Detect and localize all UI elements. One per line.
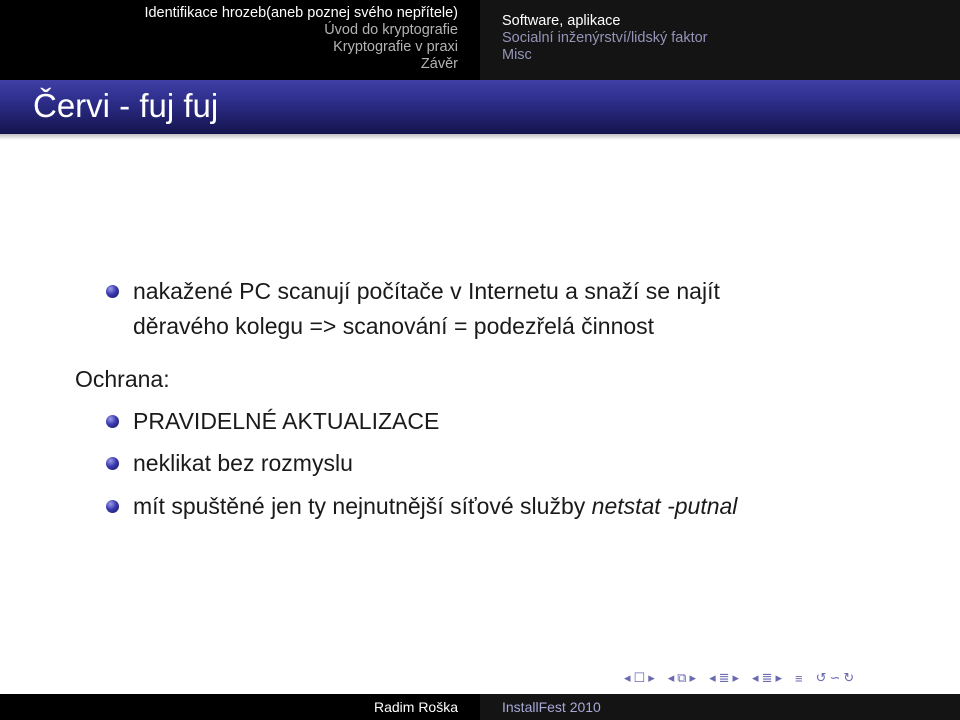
prev-slide-icon[interactable]: ◂ <box>667 670 675 685</box>
prev-subsection-icon[interactable]: ◂ <box>709 670 716 685</box>
bullet-icon <box>106 285 119 298</box>
ochrana-label: Ochrana: <box>75 366 170 392</box>
footer-author-box <box>0 694 480 720</box>
beamer-navigation-symbols <box>624 668 854 688</box>
next-slide-icon[interactable]: ▸ <box>689 670 697 685</box>
subsection-icon[interactable]: ≣ <box>718 670 730 685</box>
section-navigation <box>0 0 480 80</box>
title-shadow <box>0 134 960 140</box>
nav-subsection-socialni-inzenyrstvi[interactable]: Socialní inženýrství/lidský faktor <box>502 30 708 46</box>
search-icon[interactable]: ∽ <box>829 670 841 685</box>
section-icon[interactable]: ≣ <box>761 670 773 685</box>
nav-subsection-misc[interactable]: Misc <box>502 47 532 63</box>
frame-title: Červi - fuj fuj <box>33 87 219 124</box>
bullet-icon <box>106 500 119 513</box>
footer-author: Radim Roška <box>373 699 458 715</box>
next-subsection-icon[interactable]: ▸ <box>732 670 740 685</box>
footer-event-box <box>480 694 960 720</box>
header-navigation-bar <box>0 0 960 80</box>
subsection-navigation <box>480 0 960 80</box>
nav-section-kryptografie-v-praxi[interactable]: Kryptografie v praxi <box>333 39 458 55</box>
bullet-text-line-2: děravého kolegu => scanování = podezřelá činnost <box>133 313 655 339</box>
bullet-text-line-1: nakažené PC scanují počítače v Internetu a snaží se najít <box>133 278 720 304</box>
slide-icon[interactable]: ⧉ <box>677 670 687 685</box>
frame-icon[interactable]: ☐ <box>633 670 646 685</box>
nav-section-uvod-do-kryptografie[interactable]: Úvod do kryptografie <box>324 22 458 38</box>
item-neklikat: neklikat bez rozmyslu <box>133 450 353 476</box>
footer-event: InstallFest 2010 <box>502 699 601 715</box>
item-aktualizace: PRAVIDELNÉ AKTUALIZACE <box>133 408 440 434</box>
document-icon[interactable]: ≡ <box>795 670 803 686</box>
nav-subsection-software-aplikace[interactable]: Software, aplikace <box>502 13 621 29</box>
nav-section-identifikace-hrozeb[interactable]: Identifikace hrozeb(aneb poznej svého nepřítele) <box>144 5 458 21</box>
item-sluzby-command: netstat -putnal <box>591 493 738 519</box>
item-sluzby-text: mít spuštěné jen ty nejnutnější síťové služby <box>133 493 586 519</box>
nav-section-zaver[interactable]: Závěr <box>420 56 458 72</box>
back-icon[interactable]: ↺ <box>815 670 827 685</box>
item-sluzby <box>133 493 737 520</box>
prev-frame-icon[interactable]: ◂ <box>624 670 631 685</box>
bullet-icon <box>106 457 119 470</box>
footer-bar <box>0 694 960 720</box>
prev-section-icon[interactable]: ◂ <box>752 670 759 685</box>
bullet-icon <box>106 415 119 428</box>
forward-icon[interactable]: ↻ <box>843 670 855 685</box>
frame-title-bar <box>0 80 960 134</box>
next-section-icon[interactable]: ▸ <box>775 670 783 685</box>
next-frame-icon[interactable]: ▸ <box>648 670 655 685</box>
